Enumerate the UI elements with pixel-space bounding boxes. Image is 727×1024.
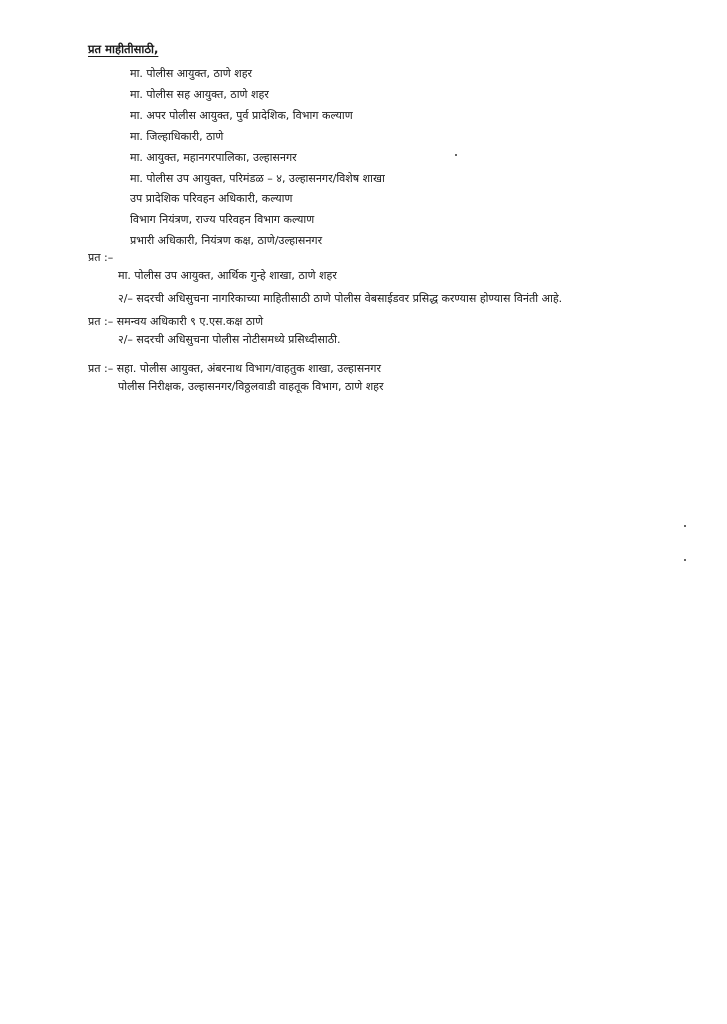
recipient-additional-commissioner: मा. अपर पोलीस आयुक्त, पुर्व प्रादेशिक, विभाग कल्याण — [130, 109, 353, 122]
copy-1-note: २/– सदरची अधिसुचना नागरिकाच्या माहितीसाठी ठाणे पोलीस वेबसाईडवर प्रसिद्ध करण्यास होण्यास विनंती आहे. — [118, 292, 563, 305]
recipient-district-collector: मा. जिल्हाधिकारी, ठाणे — [130, 130, 224, 143]
scan-speck — [684, 559, 686, 561]
copy-3-recipient: पोलीस निरीक्षक, उल्हासनगर/विठ्ठलवाडी वाहतूक विभाग, ठाणे शहर — [118, 380, 384, 393]
recipient-st-divisional-controller: विभाग नियंत्रण, राज्य परिवहन विभाग कल्याण — [130, 213, 315, 226]
copy-label-1: प्रत :– — [88, 251, 114, 264]
recipient-deputy-commissioner-zone-4: मा. पोलीस उप आयुक्त, परिमंडळ – ४, उल्हासनगर/विशेष शाखा — [130, 172, 385, 185]
recipient-control-room-officer: प्रभारी अधिकारी, नियंत्रण कक्ष, ठाणे/उल्हासनगर — [130, 234, 323, 247]
copy-1-recipient: मा. पोलीस उप आयुक्त, आर्थिक गुन्हे शाखा, ठाणे शहर — [118, 269, 337, 282]
copy-label-2: प्रत :– समन्वय अधिकारी ९ ए.एस.कक्ष ठाणे — [88, 315, 264, 328]
recipient-municipal-commissioner: मा. आयुक्त, महानगरपालिका, उल्हासनगर — [130, 151, 297, 164]
copy-for-information-heading: प्रत माहीतीसाठी, — [88, 42, 159, 56]
recipient-joint-commissioner: मा. पोलीस सह आयुक्त, ठाणे शहर — [130, 88, 269, 101]
scan-speck — [455, 154, 457, 156]
copy-2-note: २/– सदरची अधिसुचना पोलीस नोटीसमध्ये प्रसिध्दीसाठी. — [118, 333, 341, 346]
copy-label-3: प्रत :– सहा. पोलीस आयुक्त, अंबरनाथ विभाग/वाहतुक शाखा, उल्हासनगर — [88, 362, 381, 375]
scan-speck — [684, 525, 686, 527]
recipient-police-commissioner: मा. पोलीस आयुक्त, ठाणे शहर — [130, 67, 253, 80]
recipient-regional-transport-officer: उप प्रादेशिक परिवहन अधिकारी, कल्याण — [130, 192, 293, 205]
